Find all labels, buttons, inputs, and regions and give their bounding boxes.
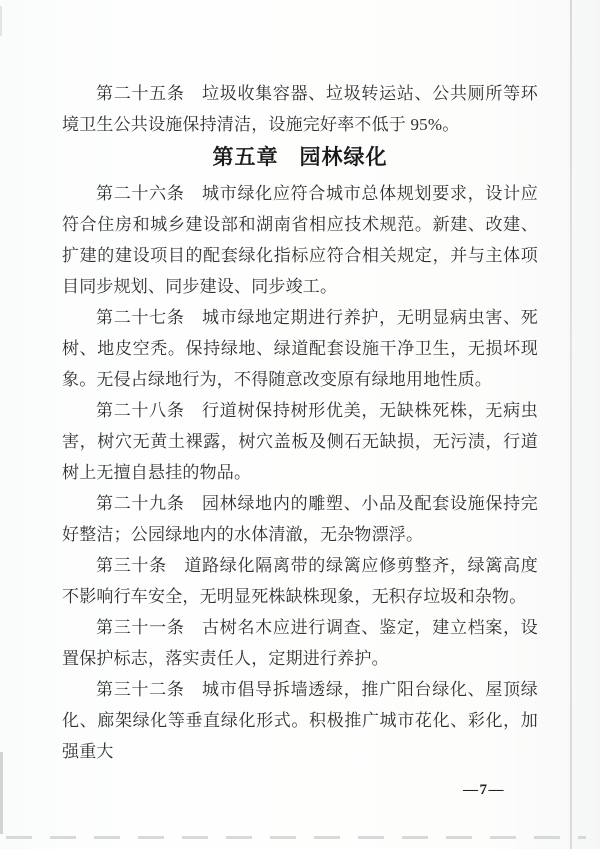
scan-artifact-bottom-dashed-line (6, 836, 586, 839)
article-body: 古树名木应进行调查、鉴定，建立档案，设置保护标志，落实责任人，定期进行养护。 (62, 618, 538, 668)
article-paragraph-26 (62, 178, 538, 302)
article-paragraph-31 (62, 612, 538, 674)
article-paragraph-32 (62, 674, 538, 767)
article-paragraph-25 (62, 78, 538, 140)
article-number: 第二十九条 (96, 494, 185, 513)
article-number: 第二十六条 (96, 184, 185, 203)
article-body: 城市绿化应符合城市总体规划要求，设计应符合住房和城乡建设部和湖南省相应技术规范。新建、改建、扩建的建设项目的配套绿化指标应符合相关规定，并与主体项目同步规划、同步建设、同步竣工。 (62, 184, 538, 296)
article-number: 第三十一条 (96, 618, 185, 637)
article-body: 城市绿地定期进行养护，无明显病虫害、死树、地皮空秃。保持绿地、绿道配套设施干净卫生，无损坏现象。无侵占绿地行为，不得随意改变原有绿地用地性质。 (62, 308, 538, 389)
scan-artifact-right-edge-line (570, 0, 572, 849)
article-number: 第三十条 (96, 556, 167, 575)
article-number: 第三十二条 (96, 680, 185, 699)
chapter-number: 第五章 (212, 146, 279, 169)
article-body: 园林绿地内的雕塑、小品及配套设施保持完好整洁；公园绿地内的水体清澈，无杂物漂浮。 (62, 494, 538, 544)
article-body: 城市倡导拆墙透绿，推广阳台绿化、屋顶绿化、廊架绿化等垂直绿化形式。积极推广城市花化、彩化，加强重大 (62, 680, 538, 761)
article-paragraph-29 (62, 488, 538, 550)
article-number: 第二十七条 (96, 308, 185, 327)
article-number: 第二十五条 (96, 84, 185, 103)
chapter-title: 园林绿化 (299, 146, 388, 169)
article-paragraph-27 (62, 302, 538, 395)
article-body: 行道树保持树形优美，无缺株死株，无病虫害，树穴无黄土裸露，树穴盖板及侧石无缺损，无污渍，行道树上无擅自悬挂的物品。 (62, 401, 538, 482)
article-body: 垃圾收集容器、垃圾转运站、公共厕所等环境卫生公共设施保持清洁，设施完好率不低于 95%。 (62, 84, 538, 134)
chapter-heading (62, 142, 538, 173)
article-paragraph-30 (62, 550, 538, 612)
article-number: 第二十八条 (96, 401, 185, 420)
article-body: 道路绿化隔离带的绿篱应修剪整齐，绿篱高度不影响行车安全，无明显死株缺株现象，无积存垃圾和杂物。 (62, 556, 538, 606)
scan-artifact-left-top-line (0, 6, 2, 36)
page-number: —7— (463, 782, 505, 798)
scan-artifact-left-bottom-line (0, 752, 3, 834)
article-paragraph-28 (62, 395, 538, 488)
document-content (62, 78, 538, 799)
